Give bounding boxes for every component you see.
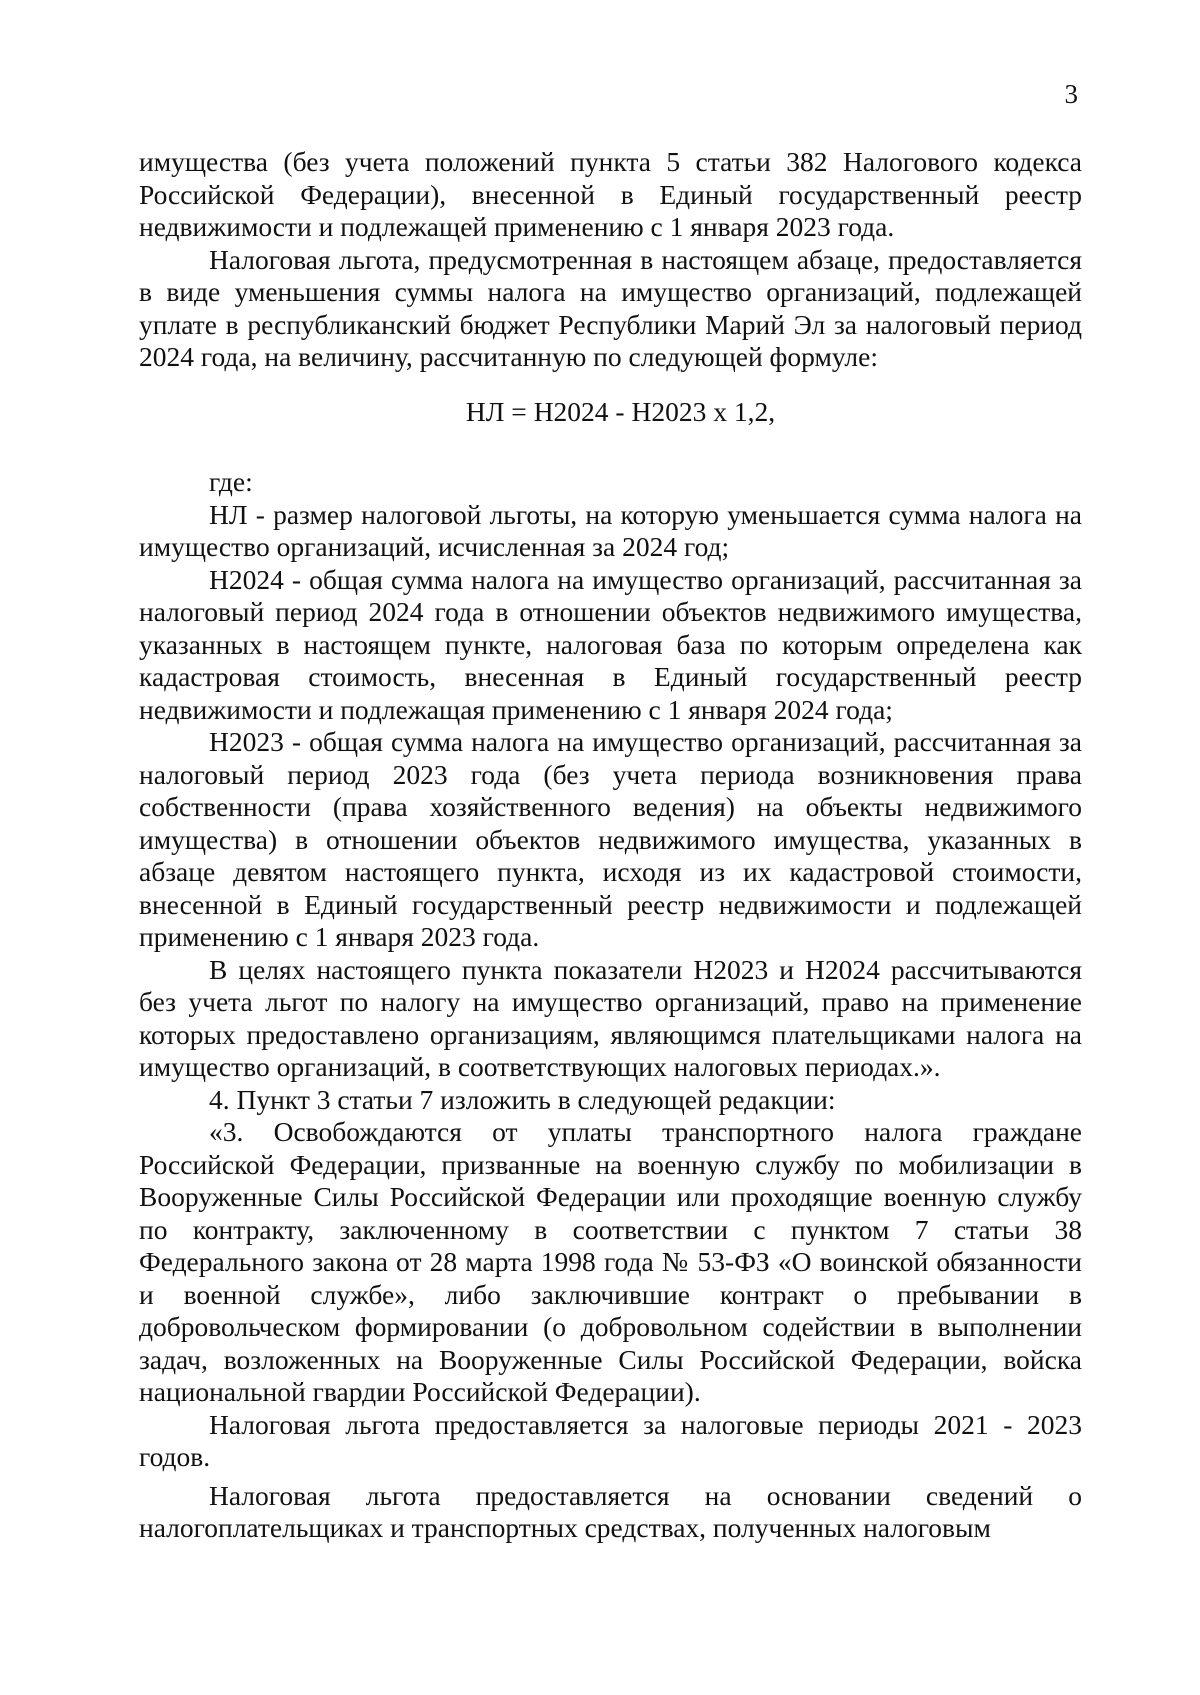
- paragraph-n2023-definition: Н2023 - общая сумма налога на имущество организаций, рассчитанная за налоговый период 2023 года (без учета периода возникновения права собственности (права хозяйственного ведения) на объекты недвижимого имущества) в отношении объектов недвижимого имущества, указанных в абзаце девятом настоящего пункта, исходя из их кадастровой стоимости, внесенной в Единый государственный реестр недвижимости и подлежащей применению с 1 января 2023 года.: [139, 726, 1082, 952]
- paragraph-indicators: В целях настоящего пункта показатели Н2023 и Н2024 рассчитываются без учета льгот по налогу на имущество организаций, право на применение которых предоставлено организациям, являющимся плательщиками налога на имущество организаций, в соответствующих налоговых периодах.».: [139, 953, 1082, 1082]
- paragraph-item-4: 4. Пункт 3 статьи 7 изложить в следующей редакции:: [209, 1083, 836, 1115]
- paragraph-benefit-basis: Налоговая льгота предоставляется на основании сведений о налогоплательщиках и транспортных средствах, полученных налоговым: [139, 1479, 1082, 1543]
- paragraph-tax-benefit-description: Налоговая льгота, предусмотренная в настоящем абзаце, предоставляется в виде уменьшения суммы налога на имущество организаций, подлежащей уплате в республиканский бюджет Республики Марий Эл за налоговый период 2024 года, на величину, рассчитанную по следующей формуле:: [139, 243, 1082, 372]
- paragraph-continuation: имущества (без учета положений пункта 5 статьи 382 Налогового кодекса Российской Федерации), внесенной в Единый государственный реестр недвижимости и подлежащей применению с 1 января 2023 года.: [139, 146, 1082, 242]
- page-number: 3: [1064, 79, 1078, 109]
- paragraph-benefit-periods: Налоговая льгота предоставляется за налоговые периоды 2021 - 2023 годов.: [139, 1408, 1082, 1472]
- paragraph-where: где:: [209, 466, 253, 497]
- formula: НЛ = Н2024 - Н2023 х 1,2,: [465, 395, 776, 427]
- paragraph-transport-tax-exemption: «3. Освобождаются от уплаты транспортного налога граждане Российской Федерации, призванные на военную службу по мобилизации в Вооруженные Силы Российской Федерации или проходящие военную службу по контракту, заключенному в соответствии с пунктом 7 статьи 38 Федерального закона от 28 марта 1998 года № 53-ФЗ «О воинской обязанности и военной службе», либо заключившие контракт о пребывании в добровольческом формировании (о добровольном содействии в выполнении задач, возложенных на Вооруженные Силы Российской Федерации, войска национальной гвардии Российской Федерации).: [139, 1116, 1082, 1407]
- paragraph-nl-definition: НЛ - размер налоговой льготы, на которую уменьшается сумма налога на имущество организаций, исчисленная за 2024 год;: [139, 498, 1082, 562]
- document-body: [139, 146, 1082, 1545]
- paragraph-n2024-definition: Н2024 - общая сумма налога на имущество организаций, рассчитанная за налоговый период 2024 года в отношении объектов недвижимого имущества, указанных в настоящем пункте, налоговая база по которым определена как кадастровая стоимость, внесенная в Единый государственный реестр недвижимости и подлежащая применению с 1 января 2024 года;: [139, 563, 1082, 725]
